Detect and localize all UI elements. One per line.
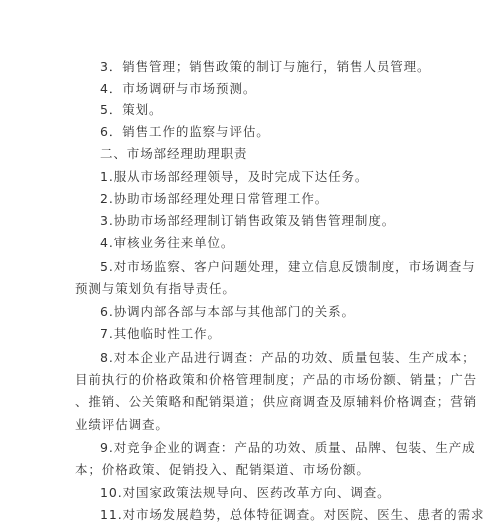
text-line: 7.其他临时性工作。: [100, 326, 221, 341]
text-line: 6.协调内部各部与本部与其他部门的关系。: [100, 304, 355, 319]
text-line: 1.服从市场部经理领导，及时完成下达任务。: [100, 169, 369, 184]
text-line: 本；价格政策、促销投入、配销渠道、市场份额。: [75, 462, 370, 477]
text-line: 目前执行的价格政策和价格管理制度；产品的市场份额、销量；广告: [75, 372, 478, 387]
text-line: 6．销售工作的监察与评估。: [100, 124, 270, 139]
text-line: 4．市场调研与市场预测。: [100, 81, 257, 96]
text-line: 3．销售管理；销售政策的制订与施行，销售人员管理。: [100, 59, 431, 74]
text-line: 10.对国家政策法规导向、医药改革方向、调查。: [100, 485, 391, 500]
text-line: 5.对市场监察、客户问题处理，建立信息反馈制度，市场调查与: [100, 259, 476, 274]
text-line: 3.协助市场部经理制订销售政策及销售管理制度。: [100, 213, 396, 228]
text-line: 9.对竞争企业的调查：产品的功效、质量、品牌、包装、生产成: [100, 440, 476, 455]
text-line: 预测与策划负有指导责任。: [75, 281, 236, 296]
section-heading: 二、市场部经理助理职责: [100, 146, 248, 161]
text-line: 2.协助市场部经理处理日常管理工作。: [100, 191, 329, 206]
text-line: 11.对市场发展趋势，总体特征调查。对医院、医生、患者的需求: [100, 507, 485, 522]
text-line: 、推销、公关策略和配销渠道；供应商调查及原辅料价格调查；营销: [75, 394, 478, 409]
text-line: 业绩评估调查。: [75, 417, 169, 432]
text-line: 4.审核业务往来单位。: [100, 235, 235, 250]
text-line: 8.对本企业产品进行调查：产品的功效、质量包装、生产成本；: [100, 350, 476, 365]
text-line: 5．策划。: [100, 102, 163, 117]
